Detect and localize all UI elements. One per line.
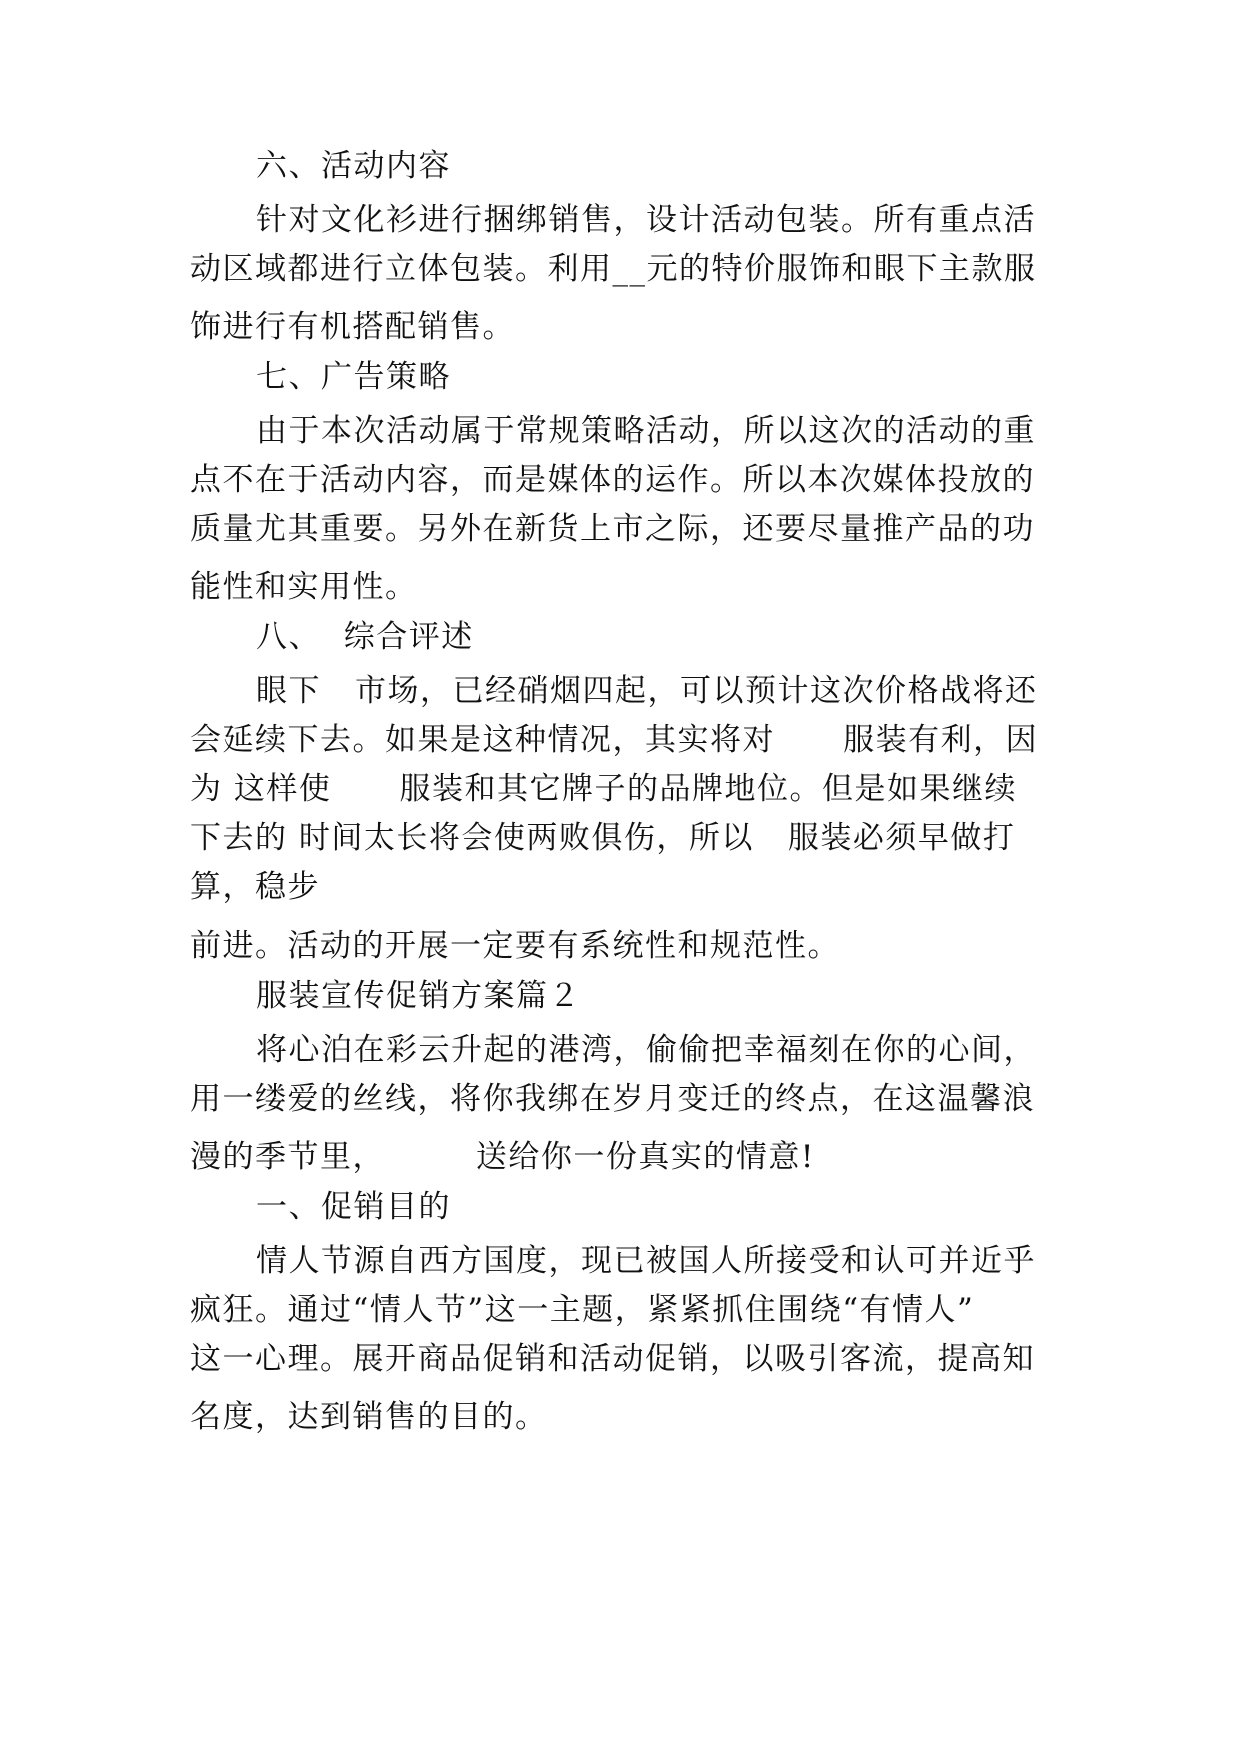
paragraph-line: 会延续下去。如果是这种情况，其实将对 服装有利，因 bbox=[190, 722, 1039, 758]
paragraph-line: 这一心理。展开商品促销和活动促销，以吸引客流，提高知 bbox=[190, 1341, 1035, 1377]
heading-summary: 八、 综合评述 bbox=[256, 619, 474, 655]
paragraph-line: 将心泊在彩云升起的港湾，偷偷把幸福刻在你的心间， bbox=[256, 1032, 1036, 1068]
paragraph-line: 针对文化衫进行捆绑销售，设计活动包装。所有重点活 bbox=[256, 202, 1036, 238]
paragraph-line: 前进。活动的开展一定要有系统性和规范性。 bbox=[190, 928, 840, 964]
paragraph-line: 名度，达到销售的目的。 bbox=[190, 1399, 548, 1435]
paragraph-line: 下去的 时间太长将会使两败俱伤，所以 服装必须早做打 bbox=[190, 820, 1016, 856]
heading-ad-strategy: 七、广告策略 bbox=[256, 359, 451, 395]
paragraph-line: 由于本次活动属于常规策略活动，所以这次的活动的重 bbox=[256, 413, 1036, 449]
paragraph-line: 眼下 市场，已经硝烟四起，可以预计这次价格战将还 bbox=[256, 673, 1038, 709]
paragraph-line: 动区域都进行立体包装。利用__元的特价服饰和眼下主款服 bbox=[190, 251, 1037, 287]
section-title-plan-2: 服装宣传促销方案篇２ bbox=[256, 978, 581, 1014]
paragraph-line: 为 这样使 服装和其它牌子的品牌地位。但是如果继续 bbox=[190, 771, 1017, 807]
paragraph-line: 算，稳步 bbox=[190, 869, 320, 905]
paragraph-line: 疯狂。通过“情人节”这一主题，紧紧抓住围绕“有情人” bbox=[190, 1292, 975, 1328]
heading-activity-content: 六、活动内容 bbox=[256, 148, 451, 184]
paragraph-line: 用一缕爱的丝线，将你我绑在岁月变迁的终点，在这温馨浪 bbox=[190, 1081, 1035, 1117]
paragraph-line: 漫的季节里， 送给你一份真实的情意! bbox=[190, 1139, 815, 1175]
paragraph-line: 能性和实用性。 bbox=[190, 569, 418, 605]
paragraph-line: 情人节源自西方国度，现已被国人所接受和认可并近乎 bbox=[256, 1243, 1036, 1279]
heading-promotion-goal: 一、促销目的 bbox=[256, 1189, 451, 1225]
paragraph-line: 饰进行有机搭配销售。 bbox=[190, 309, 515, 345]
paragraph-line: 点不在于活动内容，而是媒体的运作。所以本次媒体投放的 bbox=[190, 462, 1035, 498]
paragraph-line: 质量尤其重要。另外在新货上市之际，还要尽量推产品的功 bbox=[190, 511, 1035, 547]
